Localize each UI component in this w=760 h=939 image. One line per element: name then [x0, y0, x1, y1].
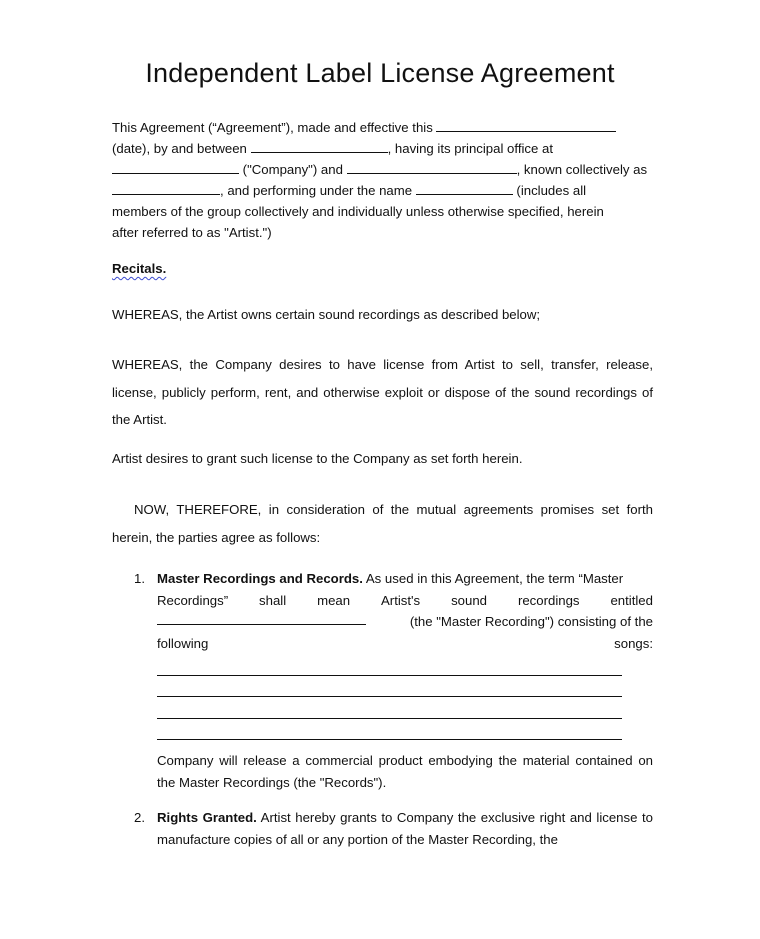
performing-name-blank[interactable]	[416, 181, 513, 195]
whereas-paragraph-2: WHEREAS, the Company desires to have license from Artist to sell, transfer, release, license, publicly perform, rent, and otherwise exploit or dispose of the sound recordings of the Artist.	[112, 357, 653, 427]
intro-text: ("Company") and	[242, 162, 343, 177]
section-rights-granted	[112, 807, 657, 850]
document-title: Independent Label License Agreement	[145, 58, 615, 88]
whereas-paragraph-1: WHEREAS, the Artist owns certain sound recordings as described below;	[112, 307, 541, 322]
section-word: sound	[451, 592, 488, 608]
section-text: As used in this Agreement, the term “Master	[365, 571, 624, 586]
section-word: shall	[259, 592, 287, 608]
recitals-heading: Recitals.	[112, 261, 167, 276]
intro-line-4	[112, 180, 657, 201]
section-line	[157, 611, 653, 633]
artist-desires-paragraph: Artist desires to grant such license to the Company as set forth herein.	[112, 451, 523, 466]
song-blank-line[interactable]	[157, 697, 622, 719]
artist-blank[interactable]	[347, 160, 517, 174]
now-therefore-paragraph	[112, 496, 653, 551]
section-text: (the "Master Recording") consisting of the	[409, 614, 653, 629]
section-number: 1.	[134, 571, 145, 586]
collective-name-blank[interactable]	[112, 181, 220, 195]
intro-text: (includes all	[516, 183, 587, 198]
section-word: entitled	[610, 592, 653, 608]
section-line	[157, 633, 653, 655]
recording-title-blank[interactable]	[157, 611, 366, 625]
party-blank[interactable]	[251, 139, 388, 153]
section-word: Artist's	[381, 592, 421, 608]
intro-text: , known collectively as	[516, 162, 648, 177]
now-therefore-text: NOW, THEREFORE, in consideration of the mutual agreements promises set forth herein, the parties agree as follows:	[112, 502, 653, 545]
section-content	[157, 568, 653, 793]
section-line	[157, 568, 653, 590]
section-heading: Rights Granted.	[157, 810, 257, 825]
song-blank-line[interactable]	[157, 676, 622, 698]
section-text: Artist hereby grants to Company the exclusive right and license to manufacture copies of all or any portion of the Master Recording, the	[157, 810, 653, 847]
song-blank-line[interactable]	[157, 654, 622, 676]
intro-line-1	[112, 117, 657, 138]
intro-text: This Agreement (“Agreement”), made and effective this	[112, 120, 433, 135]
section-master-recordings	[112, 568, 657, 793]
section-word: recordings	[517, 592, 580, 608]
intro-text: , and performing under the name	[220, 183, 413, 198]
intro-line-5: members of the group collectively and individually unless otherwise specified, herein	[112, 204, 604, 219]
intro-line-3	[112, 159, 657, 180]
section-word: Recordings”	[157, 592, 229, 608]
company-address-blank[interactable]	[112, 160, 239, 174]
section-text: songs:	[614, 635, 653, 651]
section-heading: Master Recordings and Records.	[157, 571, 363, 586]
intro-text: , having its principal office at	[387, 141, 554, 156]
section-content	[157, 807, 653, 850]
song-blank-line[interactable]	[157, 719, 622, 741]
intro-text: (date), by and between	[112, 141, 247, 156]
intro-paragraph	[112, 117, 657, 243]
section-number: 2.	[134, 810, 145, 825]
date-blank[interactable]	[436, 118, 616, 132]
intro-line-6: after referred to as "Artist.")	[112, 225, 272, 240]
intro-line-2	[112, 138, 657, 159]
records-paragraph: Company will release a commercial product embodying the material contained on the Master Recordings (the "Records").	[157, 753, 653, 790]
section-word: mean	[317, 592, 351, 608]
section-justified-line	[157, 590, 653, 612]
section-text: following	[157, 635, 209, 651]
